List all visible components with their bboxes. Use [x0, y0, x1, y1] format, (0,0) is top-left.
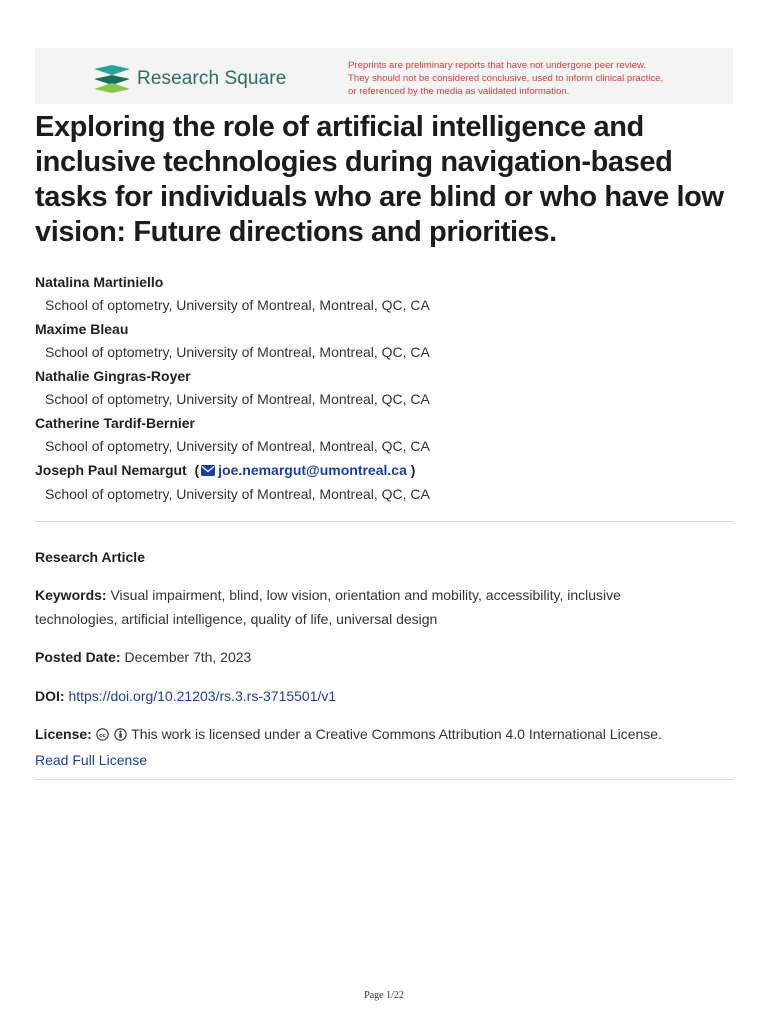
creative-commons-icon: [96, 724, 109, 748]
section-divider: [35, 521, 734, 522]
license-text: This work is licensed under a Creative Commons Attribution 4.0 International License.: [131, 726, 662, 742]
preprint-disclaimer: [348, 59, 663, 98]
page-number: Page 1/22: [364, 990, 404, 1001]
author-affiliation: School of optometry, University of Montreal, Montreal, QC, CA: [45, 486, 430, 502]
author-affiliation: School of optometry, University of Montreal, Montreal, QC, CA: [45, 438, 430, 454]
license-line: [35, 722, 735, 748]
section-divider: [35, 779, 734, 780]
email-open-paren: (: [190, 462, 200, 478]
disclaimer-line: or referenced by the media as validated information.: [348, 86, 570, 97]
keywords-label: Keywords:: [35, 587, 107, 603]
email-close-paren: ): [410, 462, 416, 478]
author-affiliation: School of optometry, University of Montreal, Montreal, QC, CA: [45, 297, 430, 313]
envelope-icon: [201, 461, 215, 481]
attribution-icon: [114, 724, 127, 748]
preprint-header: [35, 48, 733, 104]
title-line: Exploring the role of artificial intelligence and: [35, 111, 644, 143]
title-line: tasks for individuals who are blind or who have low: [35, 181, 724, 213]
author-entry: [35, 460, 735, 504]
author-entry: [35, 319, 735, 362]
paper-title: [35, 110, 735, 250]
posted-date-value: December 7th, 2023: [124, 649, 252, 665]
author-entry: [35, 413, 735, 456]
keywords-section: [35, 583, 735, 631]
doi-label: DOI:: [35, 688, 65, 704]
posted-date: [35, 645, 735, 669]
title-line: inclusive technologies during navigation-based: [35, 146, 673, 178]
author-name: Maxime Bleau: [35, 321, 129, 337]
author-name: Joseph Paul Nemargut: [35, 462, 187, 478]
svg-text:cc: cc: [98, 732, 106, 739]
research-square-logo[interactable]: [93, 64, 286, 94]
article-type: Research Article: [35, 549, 145, 565]
keywords-value-continued: technologies, artificial intelligence, quality of life, universal design: [35, 611, 438, 627]
disclaimer-line: Preprints are preliminary reports that have not undergone peer review.: [348, 60, 647, 71]
doi-link[interactable]: https://doi.org/10.21203/rs.3.rs-3715501/v1: [68, 688, 337, 704]
author-name: Nathalie Gingras-Royer: [35, 368, 191, 384]
corresponding-author: [35, 460, 735, 481]
license-section: [35, 722, 735, 772]
author-affiliation: School of optometry, University of Montreal, Montreal, QC, CA: [45, 344, 430, 360]
posted-date-label: Posted Date:: [35, 649, 121, 665]
keywords-line: [35, 583, 735, 607]
author-name: Natalina Martiniello: [35, 274, 164, 290]
disclaimer-line: They should not be considered conclusive, used to inform clinical practice,: [348, 73, 664, 84]
author-list: [35, 272, 735, 508]
doi-section: [35, 684, 735, 708]
author-affiliation: School of optometry, University of Montreal, Montreal, QC, CA: [45, 391, 430, 407]
license-label: License:: [35, 726, 92, 742]
logo-text: Research Square: [137, 68, 287, 89]
author-entry: [35, 366, 735, 409]
keywords-value: Visual impairment, blind, low vision, orientation and mobility, accessibility, inclusive: [110, 587, 621, 603]
read-full-license-link[interactable]: Read Full License: [35, 752, 148, 768]
author-email-link[interactable]: joe.nemargut@umontreal.ca: [218, 462, 407, 478]
author-name: Catherine Tardif-Bernier: [35, 415, 195, 431]
author-entry: [35, 272, 735, 315]
research-square-logo-icon: [93, 64, 131, 94]
title-line: vision: Future directions and priorities.: [35, 216, 557, 248]
